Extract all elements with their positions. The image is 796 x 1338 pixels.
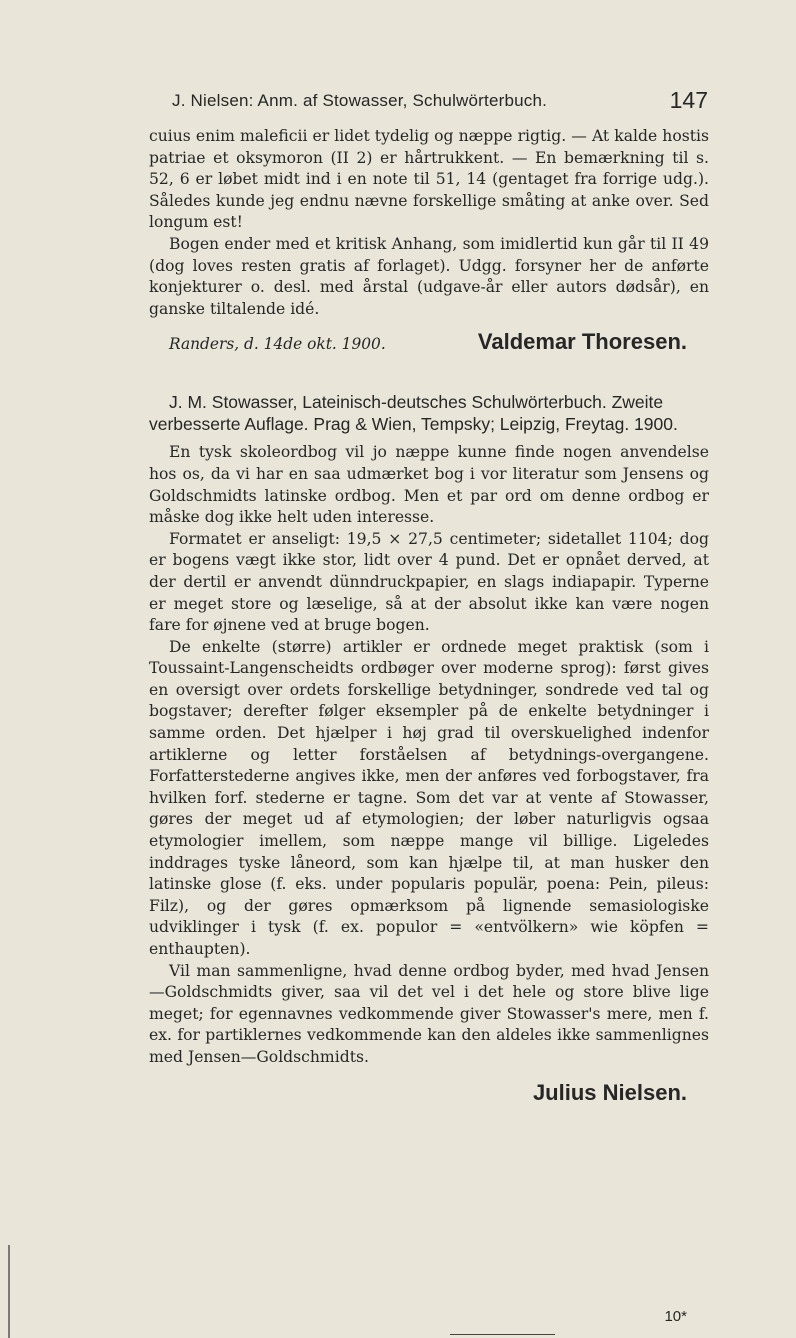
review-paragraph: Bogen ender med et kritisk Anhang, som imidlertid kun går til II 49 (dog loves resten gratis af forlaget). Udgg. forsyner her de anførte konjekturer o. desl. med årstal (udgave-år eller autors dødsår), en ganske tiltalende idé. [149, 234, 709, 318]
review-paragraph: cuius enim maleficii er lidet tydelig og næppe rigtig. — At kalde hostis patriae et oksymoron (II 2) er hårtrukkent. — En bemærkning til s. 52, 6 er løbet midt ind i en note til 51, 14 (gentaget fra forrige udg.). Således kunde jeg endnu nævne forskellige småting at anke over. Sed longum est! [149, 127, 709, 232]
scan-edge-line [8, 1245, 10, 1338]
reviewer-signature: Julius Nielsen. [532, 1079, 687, 1105]
review-paragraph: Vil man sammenligne, hvad denne ordbog byder, med hvad Jensen—Goldschmidts giver, saa vil det vel i det hele og store blive lige meget; for egennavnes vedkommende giver Stowasser's mere, men f. ex. for partiklernes vedkommende kan den aldeles ikke sammenlignes med Jensen—Goldschmidts. [149, 961, 709, 1066]
page-number: 147 [669, 87, 708, 113]
page-footer [450, 1308, 700, 1338]
book-citation: J. M. Stowasser, Lateinisch-deutsches Schulwörterbuch. Zweite verbesserte Auflage. Prag & Wien, Tempsky; Leipzig, Freytag. 1900. [149, 392, 678, 435]
review-paragraph: En tysk skoleordbog vil jo næppe kunne finde nogen anvendelse hos os, da vi har en saa udmærket bog i vor literatur som Jensens og Goldschmidts latinske ordbog. Men et par ord om denne ordbog er måske dog ikke helt uden interesse. [149, 443, 709, 527]
footer-rule [450, 1334, 555, 1335]
review-paragraph: De enkelte (større) artikler er ordnede meget praktisk (som i Toussaint-Langenscheidts ordbøger over moderne sprog): først gives en oversigt over ordets forskellige betydninger, sondrede ved tal og bogstaver; derefter følger eksempler på de enkelte betydninger i samme orden. Det hjælper i høj grad til overskuelighed indenfor artiklerne og letter forståelsen af betydnings-overgangene. Forfatterstederne angives ikke, men der anføres ved forbogstaver, fra hvilken forf. stederne er tagne. Som det var at vente af Stowasser, gøres der meget ud af etymologien; der løber naturligvis ogsaa etymologier imellem, som næppe mange vil billige. Ligeledes inddrages tyske låneord, som kan hjælpe til, at man husker den latinske glose (f. eks. under popularis populär, poena: Pein, pileus: Filz), og der gøres opmærksom på lignende semasiologiske udviklinger i tysk (f. ex. populor = «entvölkern» wie köpfen = enthaupten). [149, 637, 709, 958]
reviewer-signature: Valdemar Thoresen. [477, 329, 687, 355]
page-body [149, 126, 709, 1106]
running-title: J. Nielsen: Anm. af Stowasser, Schulwörterbuch. [172, 91, 548, 110]
review-paragraph: Formatet er anseligt: 19,5 × 27,5 centimeter; sidetallet 1104; dog er bogens vægt ikke stor, lidt over 4 pund. Det er opnået derved, at der dertil er anvendt dünndruckpapier, en slags indiapapir. Typerne er meget store og læselige, så at der absolut ikke kan være nogen fare for øjnene ved at bruge bogen. [149, 529, 709, 635]
dateline: Randers, d. 14de okt. 1900. [169, 335, 386, 354]
second-review [149, 391, 709, 1105]
review-body [149, 442, 709, 1068]
page-header [150, 77, 710, 117]
signature-mark: 10* [664, 1308, 687, 1325]
first-review-conclusion [149, 126, 709, 355]
signoff-row [149, 329, 709, 355]
